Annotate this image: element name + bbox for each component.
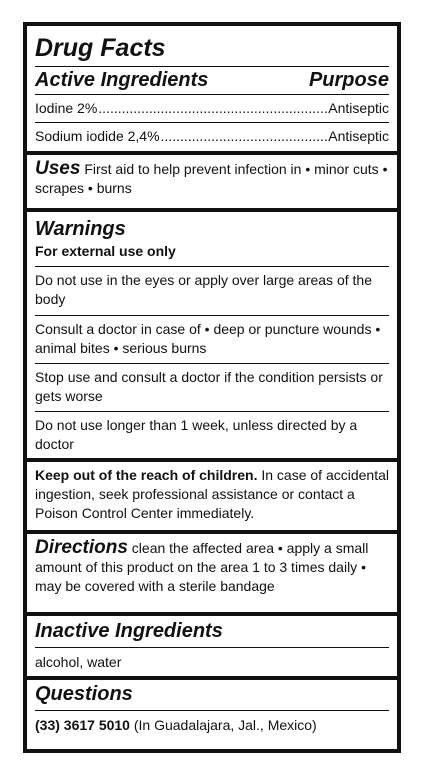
divider — [35, 94, 389, 95]
directions-heading: Directions — [35, 537, 128, 558]
ingredient-row — [27, 128, 397, 144]
section-divider — [27, 530, 397, 534]
section-divider — [27, 676, 397, 680]
questions-section — [27, 683, 397, 705]
ingredient-row — [27, 100, 397, 116]
ingredient-name: Sodium iodide 2,4% — [35, 128, 160, 144]
uses-text: First aid to help prevent infection in • minor cuts • scrapes • burns — [35, 161, 388, 196]
warning-item: Stop use and consult a doctor if the condition persists or gets worse — [35, 369, 383, 404]
divider — [35, 266, 389, 267]
warnings-heading: Warnings — [35, 218, 126, 240]
section-divider — [27, 151, 397, 155]
divider — [35, 411, 389, 412]
uses-heading: Uses — [35, 158, 81, 179]
ingredient-purpose: Antiseptic — [328, 100, 389, 116]
questions-text — [27, 716, 397, 735]
phone-number: (33) 3617 5010 — [35, 717, 130, 733]
ingredient-name: Iodine 2% — [35, 100, 98, 116]
keep-out-section — [27, 466, 397, 523]
inactive-text: alcohol, water — [35, 654, 122, 670]
section-divider — [27, 208, 397, 212]
leader-dots — [98, 100, 327, 116]
active-ingredients-heading: Active Ingredients — [35, 69, 209, 91]
uses-section — [27, 159, 397, 198]
keep-out-text: In case of accidental ingestion, seek professional assistance or contact a Poison Control Center immediately. — [35, 467, 389, 521]
warning-item: Consult a doctor in case of • deep or puncture wounds • animal bites • serious burns — [35, 321, 381, 356]
keep-out-bold: Keep out of the reach of children. — [35, 467, 258, 483]
warning-item: Do not use in the eyes or apply over large areas of the body — [35, 272, 372, 307]
drug-facts-header — [27, 34, 397, 62]
divider — [35, 647, 389, 648]
directions-text: clean the affected area • apply a small amount of this product on the area 1 to 3 times daily • may be covered with a sterile bandage — [35, 540, 369, 594]
divider — [35, 315, 389, 316]
divider — [35, 122, 389, 123]
drug-facts-panel — [23, 22, 401, 753]
leader-dots — [161, 128, 328, 144]
divider — [35, 710, 389, 711]
warnings-subheading: For external use only — [35, 243, 176, 259]
inactive-heading: Inactive Ingredients — [35, 620, 223, 642]
inactive-section — [27, 620, 397, 642]
warnings-section — [27, 218, 397, 261]
divider — [35, 66, 389, 67]
ingredient-purpose: Antiseptic — [328, 128, 389, 144]
questions-location: (In Guadalajara, Jal., Mexico) — [129, 717, 317, 733]
questions-heading: Questions — [35, 683, 133, 705]
directions-section — [27, 538, 397, 596]
active-ingredients-section — [27, 68, 397, 92]
warning-item: Do not use longer than 1 week, unless directed by a doctor — [35, 417, 358, 452]
divider — [35, 363, 389, 364]
page-title: Drug Facts — [35, 34, 166, 62]
section-divider — [27, 458, 397, 462]
purpose-heading: Purpose — [308, 69, 389, 91]
section-divider — [27, 612, 397, 616]
active-ingredients-header — [35, 68, 389, 92]
